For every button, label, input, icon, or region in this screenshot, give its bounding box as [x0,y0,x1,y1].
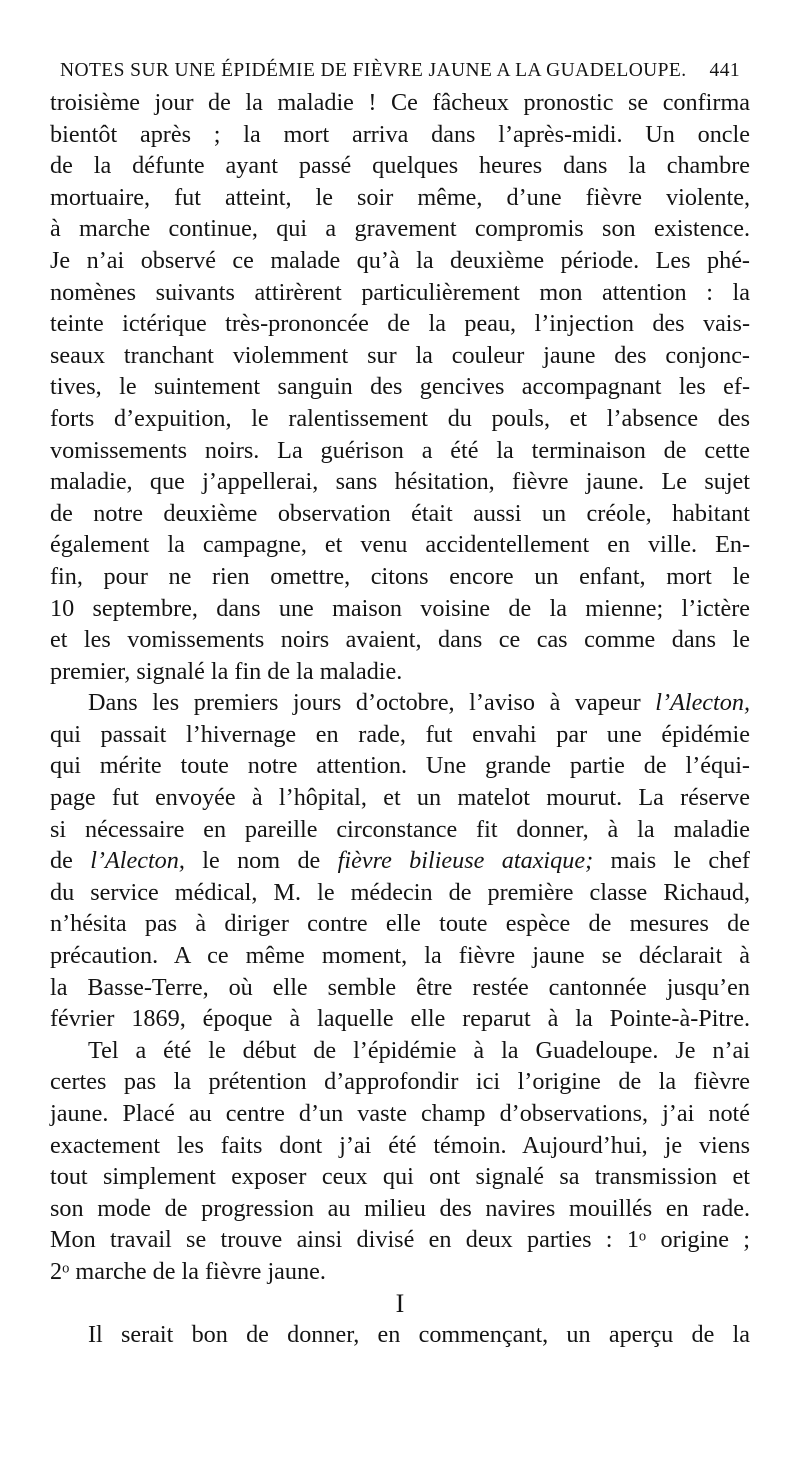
text-line: de notre deuxième observation était aussi un créole, habitant [50,499,750,527]
text-line: exactement les faits dont j’ai été témoin. Aujourd’hui, je viens [50,1131,750,1159]
text-line: premier, signalé la fin de la maladie. [50,657,403,685]
text-line [50,1256,750,1288]
text-line: Je n’ai observé ce malade qu’à la deuxième période. Les phé- [50,246,750,274]
text-segment: Mon travail se trouve ainsi divisé en deux parties : 1 [50,1226,639,1254]
text-line: bientôt après ; la mort arriva dans l’après-midi. Un oncle [50,120,750,148]
ship-name: l’Alecton, [655,689,750,717]
text-line: 10 septembre, dans une maison voisine de la mienne; l’ictère [50,594,750,622]
ordinal-mark: o [62,1260,70,1277]
running-head-title: NOTES SUR UNE ÉPIDÉMIE DE FIÈVRE JAUNE A LA GUADELOUPE. [60,60,687,81]
text-line: forts d’expuition, le ralentissement du pouls, et l’absence des [50,404,750,432]
text-line: précaution. A ce même moment, la fièvre jaune se déclarait à [50,942,750,970]
ordinal-mark: o [638,1228,647,1245]
text-line: également la campagne, et venu accidentellement en ville. En- [50,531,750,559]
text-line: et les vomissements noirs avaient, dans ce cas comme dans le [50,626,750,654]
ship-name: l’Alecton, [90,847,185,875]
text-line: seaux tranchant violemment sur la couleur jaune des conjonc- [50,341,750,369]
page-number: 441 [709,60,740,81]
text-segment: origine ; [646,1226,750,1254]
text-line: tives, le suintement sanguin des gencives accompagnant les ef- [50,373,750,401]
body-text [50,87,750,1351]
section-heading: I [395,1288,405,1318]
text-line: à marche continue, qui a gravement compromis son existence. [50,215,750,243]
text-segment: 2 [50,1257,63,1285]
text-line: troisième jour de la maladie ! Ce fâcheux pronostic se confirma [50,89,750,116]
text-line: février 1869, époque à laquelle elle reparut à la Pointe-à-Pitre. [50,1005,750,1033]
text-line: maladie, que j’appellerai, sans hésitation, fièvre jaune. Le sujet [50,468,750,496]
diagnosis-name: fièvre bilieuse ataxique; [337,847,594,875]
text-line: vomissements noirs. La guérison a été la terminaison de cette [50,436,750,464]
text-line: mortuaire, fut atteint, le soir même, d’une fièvre violente, [50,183,750,211]
text-line: teinte ictérique très-prononcée de la peau, l’injection des vais- [50,310,750,338]
text-line: n’hésita pas à diriger contre elle toute espèce de mesures de [50,910,750,938]
text-line: si nécessaire en pareille circonstance fit donner, à la maladie [50,815,750,843]
text-line: jaune. Placé au centre d’un vaste champ d’observations, j’ai noté [50,1100,750,1127]
running-head [60,60,740,82]
text-segment: mais le chef [593,847,750,875]
text-line-paragraph-start [50,687,750,719]
text-line: de la défunte ayant passé quelques heures dans la chambre [50,152,750,180]
text-line: tout simplement exposer ceux qui ont signalé sa transmission et [50,1163,750,1191]
text-line-paragraph-start: Tel a été le début de l’épidémie à la Guadeloupe. Je n’ai [88,1036,750,1064]
text-line: du service médical, M. le médecin de première classe Richaud, [50,878,750,906]
text-segment: le nom de [184,847,338,875]
text-line: page fut envoyée à l’hôpital, et un matelot mourut. La réserve [50,784,750,812]
text-line: qui passait l’hivernage en rade, fut envahi par une épidémie [50,720,750,748]
text-segment: marche de la fièvre jaune. [69,1257,326,1285]
text-line: nomènes suivants attirèrent particulièrement mon attention : la [50,278,750,306]
text-line [50,845,750,877]
text-line: certes pas la prétention d’approfondir ici l’origine de la fièvre [50,1068,750,1096]
text-line [50,1224,750,1256]
text-segment: de [50,847,91,875]
text-line-paragraph-start: Il serait bon de donner, en commençant, un aperçu de la [88,1321,750,1349]
text-line: son mode de progression au milieu des navires mouillés en rade. [50,1194,750,1222]
text-segment: Dans les premiers jours d’octobre, l’aviso à vapeur [88,689,656,717]
text-line: fin, pour ne rien omettre, citons encore un enfant, mort le [50,562,750,590]
text-line: qui mérite toute notre attention. Une grande partie de l’équi- [50,752,750,780]
text-line: la Basse-Terre, où elle semble être restée cantonnée jusqu’en [50,973,750,1001]
